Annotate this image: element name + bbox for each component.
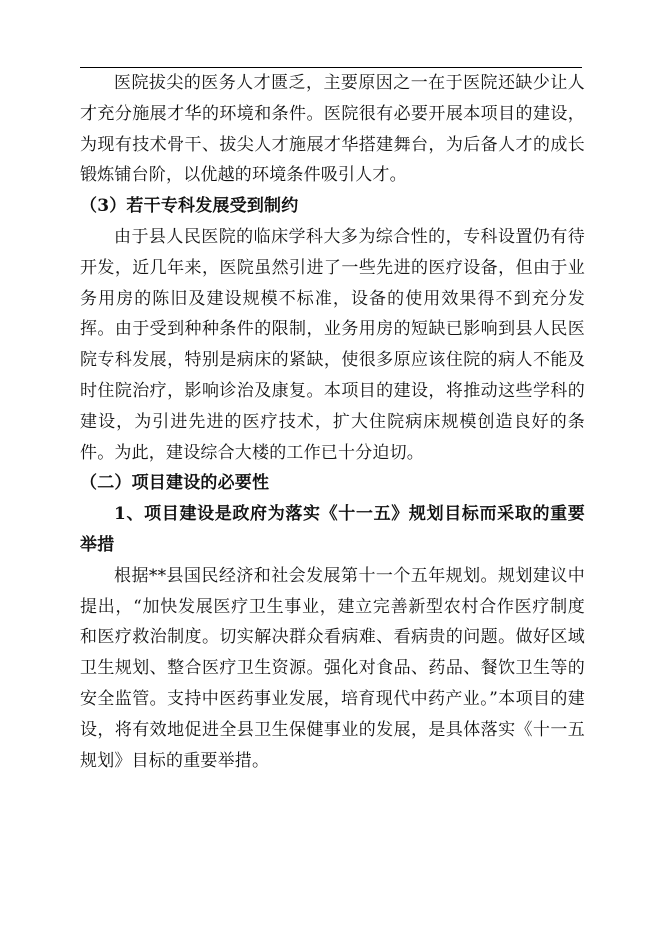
heading-necessity: （二）项目建设的必要性 [80, 473, 270, 494]
paragraph-specialty: 由于县人民医院的临床学科大多为综合性的，专科设置仍有待开发，近几年来，医院虽然引进了一些先进的医疗设备，但由于业务用房的陈旧及建设规模不标准，设备的使用效果得不到充分发挥。由于受到种种条件的限制，业务用房的短缺已影响到县人民医院专科发展，特别是病床的紧缺，使很多原应该住院的病人不能及时住院治疗，影响诊治及康复。本项目的建设，将推动这些学科的建设，为引进先进的医疗技术，扩大住院病床规模创造良好的条件。为此，建设综合大楼的工作已十分迫切。 [80, 226, 585, 463]
paragraph-talent: 医院拔尖的医务人才匮乏，主要原因之一在于医院还缺少让人才充分施展才华的环境和条件。医院很有必要开展本项目的建设，为现有技术骨干、拔尖人才施展才华搭建舞台，为后备人才的成长锻炼铺台阶，以优越的环境条件吸引人才。 [80, 73, 585, 186]
heading-specialty-constraints: （3）若干专科发展受到制约 [80, 196, 299, 217]
paragraph-five-year-plan: 根据**县国民经济和社会发展第十一个五年规划。规划建议中提出，“加快发展医疗卫生事业，建立完善新型农村合作医疗制度和医疗救治制度。切实解决群众看病难、看病贵的问题。做好区域卫生规划、整合医疗卫生资源。强化对食品、药品、餐饮卫生等的安全监管。支持中医药事业发展，培育现代中药产业。”本项目的建设，将有效地促进全县卫生保健事业的发展，是具体落实《十一五规划》目标的重要举措。 [80, 565, 585, 771]
heading-government-measure: 1、项目建设是政府为落实《十一五》规划目标而采取的重要举措 [80, 504, 585, 555]
document-page [80, 68, 585, 776]
